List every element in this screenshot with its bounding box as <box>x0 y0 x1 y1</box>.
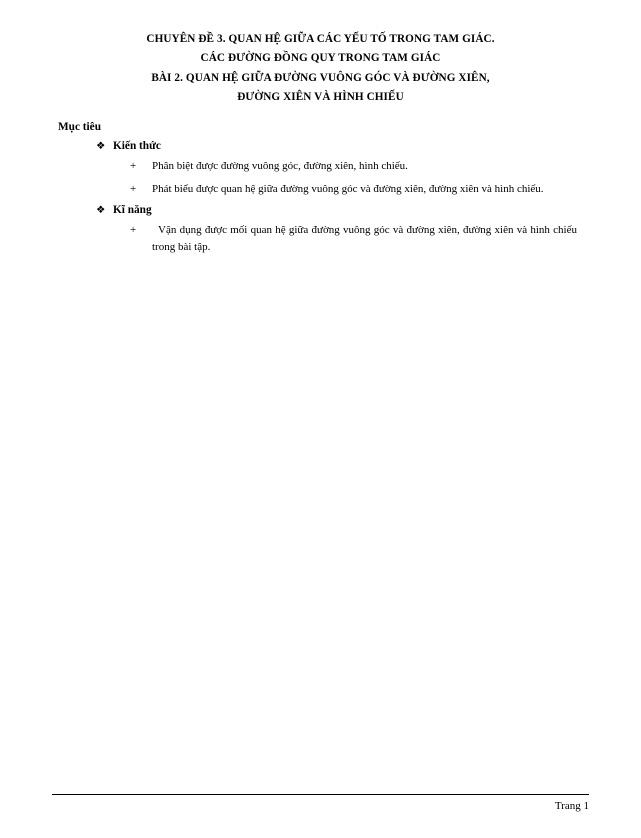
page-footer <box>52 794 589 812</box>
title-line-2: CÁC ĐƯỜNG ĐỒNG QUY TRONG TAM GIÁC <box>200 52 441 65</box>
title-line-1: CHUYÊN ĐỀ 3. QUAN HỆ GIỮA CÁC YẾU TỐ TRONG TAM GIÁC. <box>146 33 495 45</box>
plus-bullet-icon: + <box>130 224 137 237</box>
diamond-bullet-icon: ❖ <box>96 205 106 217</box>
plus-bullet-icon: + <box>130 160 137 173</box>
list-item <box>130 222 589 255</box>
list-item-text: Phát biểu được quan hệ giữa đường vuông góc và đường xiên, đường xiên và hình chiếu. <box>152 182 544 195</box>
list-item <box>130 158 589 175</box>
list-item-text: Vận dụng được mối quan hệ giữa đường vuông góc và đường xiên, đường xiên và hình chiếu trong bài tập. <box>152 224 577 253</box>
section-heading-label: Kiến thức <box>113 140 161 153</box>
document-title <box>52 30 589 107</box>
diamond-bullet-icon: ❖ <box>96 141 106 153</box>
title-line-4: ĐƯỜNG XIÊN VÀ HÌNH CHIẾU <box>237 90 404 103</box>
section-heading-kien-thuc <box>96 140 589 152</box>
title-line-3: BÀI 2. QUAN HỆ GIỮA ĐƯỜNG VUÔNG GÓC VÀ ĐƯỜNG XIÊN, <box>151 71 490 84</box>
section-heading-ki-nang <box>96 204 589 216</box>
objectives-heading: Mục tiêu <box>58 121 101 134</box>
list-item-text: Phân biệt được đường vuông góc, đường xiên, hình chiếu. <box>152 160 408 173</box>
list-item <box>130 181 589 198</box>
section-heading-label: Kĩ năng <box>113 204 152 217</box>
plus-bullet-icon: + <box>130 182 137 195</box>
page-number: Trang 1 <box>554 800 589 812</box>
